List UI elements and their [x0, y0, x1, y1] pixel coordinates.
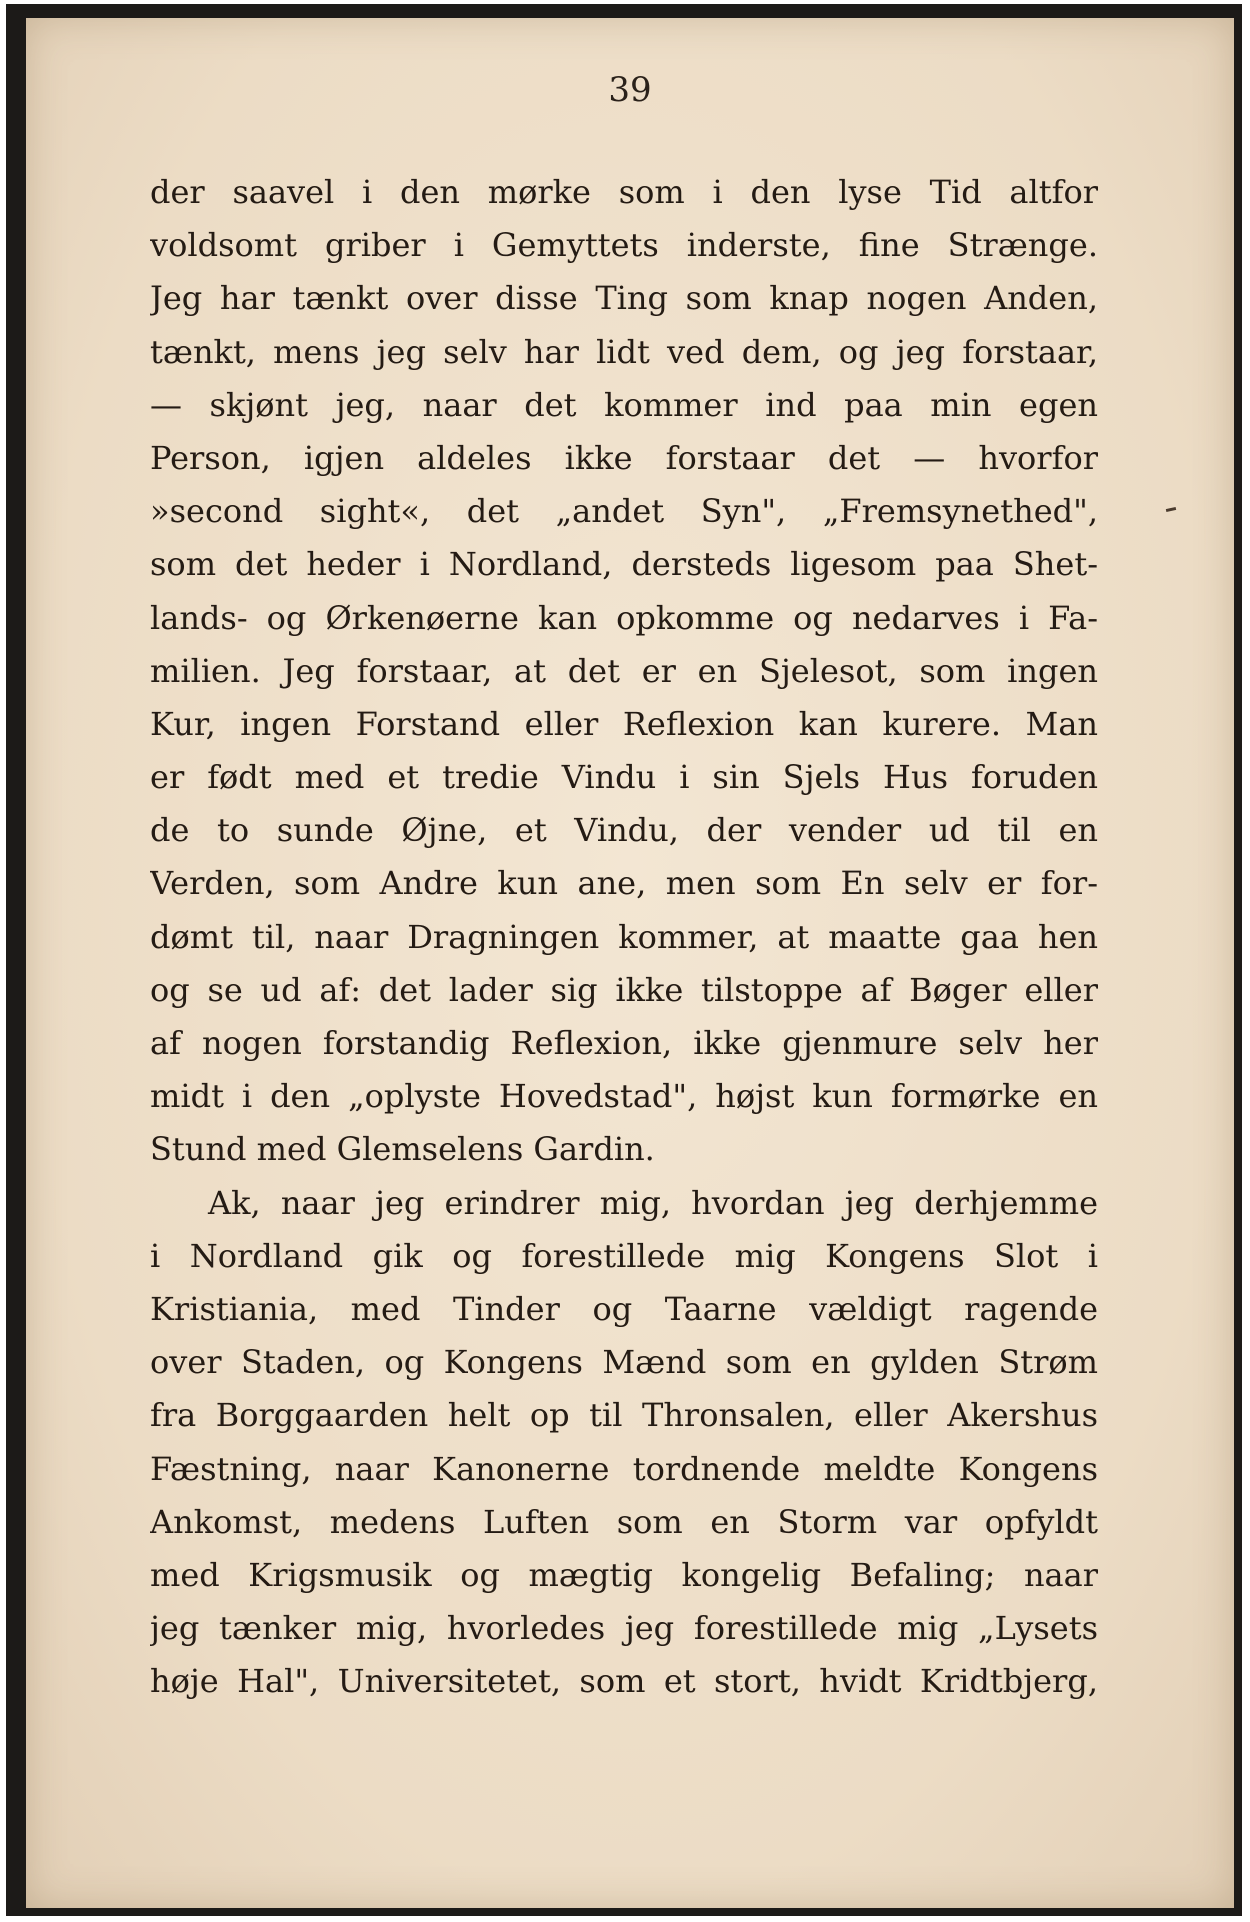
text-line: Kur, ingen Forstand eller Reflexion kan kurere. Man: [150, 704, 1098, 743]
text-line: de to sunde Øjne, et Vindu, der vender ud til en: [150, 811, 1098, 850]
text-line: Kristiania, med Tinder og Taarne vældigt ragende: [150, 1289, 1098, 1328]
text-line: over Staden, og Kongens Mænd som en gylden Strøm: [150, 1343, 1098, 1382]
text-line: dømt til, naar Dragningen kommer, at maatte gaa hen: [150, 917, 1098, 956]
text-line: i Nordland gik og forestillede mig Kongens Slot i: [150, 1236, 1098, 1275]
text-line: midt i den „oplyste Hovedstad", højst kun formørke en: [150, 1077, 1098, 1116]
text-line: fra Borggaarden helt op til Thronsalen, eller Akershus: [150, 1396, 1098, 1435]
paragraph: [150, 1177, 1098, 1709]
scan-frame: [6, 4, 1242, 1916]
text-line: er født med et tredie Vindu i sin Sjels Hus foruden: [150, 758, 1098, 797]
text-line: tænkt, mens jeg selv har lidt ved dem, og jeg forstaar,: [150, 332, 1098, 371]
text-line: høje Hal", Universitetet, som et stort, hvidt Kridtbjerg,: [150, 1662, 1098, 1701]
text-line: Stund med Glemselens Gardin.: [150, 1130, 655, 1169]
text-line: »second sight«, det „andet Syn", „Fremsynethed",: [150, 492, 1098, 531]
text-line: og se ud af: det lader sig ikke tilstoppe af Bøger eller: [150, 970, 1098, 1009]
text-line: som det heder i Nordland, dersteds ligesom paa Shet-: [150, 545, 1098, 584]
text-line: milien. Jeg forstaar, at det er en Sjelesot, som ingen: [150, 651, 1098, 690]
page-number: 39: [608, 70, 652, 110]
text-line: Verden, som Andre kun ane, men som En selv er for-: [150, 864, 1098, 903]
text-line: Jeg har tænkt over disse Ting som knap nogen Anden,: [150, 279, 1098, 318]
book-page: [26, 18, 1234, 1908]
text-line: Ankomst, medens Luften som en Storm var opfyldt: [150, 1502, 1098, 1541]
text-line: Ak, naar jeg erindrer mig, hvordan jeg derhjemme: [208, 1183, 1098, 1222]
text-line: jeg tænker mig, hvorledes jeg forestillede mig „Lysets: [150, 1609, 1098, 1648]
body-text: [150, 166, 1098, 1708]
text-line: der saavel i den mørke som i den lyse Tid altfor: [150, 173, 1098, 211]
text-line: lands- og Ørkenøerne kan opkomme og nedarves i Fa-: [150, 598, 1098, 637]
text-line: voldsomt griber i Gemyttets inderste, fine Strænge.: [150, 226, 1098, 265]
margin-mark: [1166, 507, 1176, 512]
text-line: af nogen forstandig Reflexion, ikke gjenmure selv her: [150, 1024, 1098, 1062]
paragraph: [150, 166, 1098, 1177]
text-line: Person, igjen aldeles ikke forstaar det — hvorfor: [150, 438, 1098, 477]
text-line: — skjønt jeg, naar det kommer ind paa min egen: [150, 385, 1098, 424]
text-line: med Krigsmusik og mægtig kongelig Befaling; naar: [150, 1555, 1098, 1594]
text-line: Fæstning, naar Kanonerne tordnende meldte Kongens: [150, 1449, 1098, 1488]
